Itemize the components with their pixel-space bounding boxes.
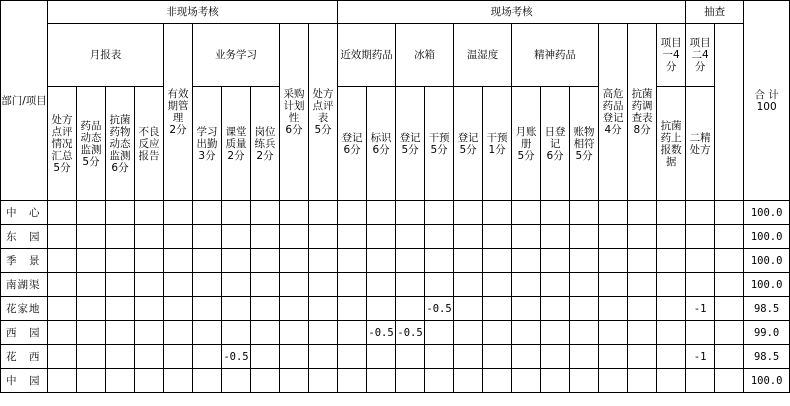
score-cell: [599, 321, 628, 345]
score-cell: [77, 369, 106, 393]
item1-header: 项目 一4 分: [657, 24, 686, 87]
score-cell: [425, 273, 454, 297]
score-cell: [135, 321, 164, 345]
score-cell: [280, 369, 309, 393]
score-cell: [367, 297, 396, 321]
score-cell: [106, 201, 135, 225]
score-cell: [367, 345, 396, 369]
valid-period-header: 有效 期管 理 2分: [164, 24, 193, 201]
fridge-header: 冰箱: [396, 24, 454, 87]
score-cell: [686, 321, 715, 345]
class-quality-col: 课堂 质量 2分: [222, 87, 251, 201]
score-cell: [454, 201, 483, 225]
score-cell: [657, 201, 686, 225]
score-cell: [541, 249, 570, 273]
score-cell: [570, 225, 599, 249]
score-cell: [715, 273, 744, 297]
score-cell: [135, 297, 164, 321]
score-cell: [193, 369, 222, 393]
score-cell: [425, 369, 454, 393]
score-cell: [483, 369, 512, 393]
score-cell: [541, 345, 570, 369]
score-cell: [251, 273, 280, 297]
score-cell: [628, 321, 657, 345]
score-cell: [425, 249, 454, 273]
score-cell: [715, 345, 744, 369]
table-row: [1, 225, 790, 249]
score-cell: [280, 345, 309, 369]
score-cell: [512, 249, 541, 273]
score-cell: [599, 201, 628, 225]
score-cell: [686, 201, 715, 225]
antibio-survey-header: 抗菌 药调 查表 8分: [628, 24, 657, 201]
score-cell: [686, 273, 715, 297]
score-cell: [164, 345, 193, 369]
total-cell: 100.0: [744, 273, 790, 297]
score-cell: [48, 225, 77, 249]
antibio-monitor-col: 抗菌 药物 动态 监测 6分: [106, 87, 135, 201]
score-cell: [48, 273, 77, 297]
score-cell: [77, 345, 106, 369]
score-cell: [48, 249, 77, 273]
score-cell: [628, 225, 657, 249]
score-cell: [164, 273, 193, 297]
dept-name-cell: 中 园: [1, 369, 48, 393]
score-cell: [541, 297, 570, 321]
second-psych-rx-col: 二精 处方: [686, 87, 715, 201]
score-cell: [251, 249, 280, 273]
score-cell: [425, 345, 454, 369]
score-cell: [657, 345, 686, 369]
total-cell: 98.5: [744, 345, 790, 369]
score-cell: [657, 225, 686, 249]
table-row: [1, 321, 790, 345]
score-cell: [338, 249, 367, 273]
score-cell: [135, 273, 164, 297]
score-cell: [106, 369, 135, 393]
score-cell: [483, 321, 512, 345]
score-cell: [454, 249, 483, 273]
score-cell: [396, 273, 425, 297]
score-cell: [222, 249, 251, 273]
table-row: [1, 297, 790, 321]
near-expiry-reg-col: 登记 6分: [338, 87, 367, 201]
score-cell: [338, 225, 367, 249]
study-header: 业务学习: [193, 24, 280, 87]
score-cell: [280, 273, 309, 297]
score-cell: [106, 321, 135, 345]
score-cell: [715, 249, 744, 273]
score-cell: [338, 273, 367, 297]
table-row: [1, 249, 790, 273]
score-cell: [541, 201, 570, 225]
score-cell: [164, 297, 193, 321]
table-body: [1, 201, 790, 393]
score-cell: [309, 249, 338, 273]
score-cell: [570, 249, 599, 273]
total-cell: 98.5: [744, 297, 790, 321]
temp-humidity-header: 温湿度: [454, 24, 512, 87]
score-cell: [222, 225, 251, 249]
score-cell: [280, 225, 309, 249]
score-cell: [628, 297, 657, 321]
score-cell: [628, 345, 657, 369]
drill-col: 岗位 练兵 2分: [251, 87, 280, 201]
fridge-intervene-col: 干预 5分: [425, 87, 454, 201]
score-cell: [454, 345, 483, 369]
score-cell: [338, 297, 367, 321]
score-cell: [48, 201, 77, 225]
score-cell: -1: [686, 297, 715, 321]
dept-item-header: 部门/项目: [1, 1, 48, 201]
score-cell: [454, 225, 483, 249]
score-cell: [309, 273, 338, 297]
score-cell: [599, 345, 628, 369]
score-cell: [251, 369, 280, 393]
score-cell: [657, 273, 686, 297]
rx-summary-col: 处方 点评 情况 汇总 5分: [48, 87, 77, 201]
near-expiry-header: 近效期药品: [338, 24, 396, 87]
score-cell: [251, 225, 280, 249]
score-cell: [396, 201, 425, 225]
score-cell: [483, 273, 512, 297]
near-expiry-label-col: 标识 6分: [367, 87, 396, 201]
score-cell: [570, 273, 599, 297]
table-row: [1, 273, 790, 297]
score-cell: [309, 225, 338, 249]
score-cell: [222, 321, 251, 345]
score-cell: [454, 321, 483, 345]
score-cell: [48, 321, 77, 345]
score-cell: [599, 297, 628, 321]
score-cell: [48, 345, 77, 369]
score-cell: [164, 225, 193, 249]
table-row: [1, 201, 790, 225]
score-cell: [512, 273, 541, 297]
score-cell: [454, 297, 483, 321]
score-cell: [541, 273, 570, 297]
score-cell: [396, 249, 425, 273]
score-cell: [512, 321, 541, 345]
score-cell: -0.5: [222, 345, 251, 369]
score-cell: [512, 201, 541, 225]
score-cell: [628, 249, 657, 273]
score-cell: [628, 369, 657, 393]
score-cell: [396, 369, 425, 393]
score-cell: [483, 225, 512, 249]
score-cell: [715, 369, 744, 393]
dept-name-cell: 季 景: [1, 249, 48, 273]
score-cell: [222, 273, 251, 297]
score-cell: [715, 201, 744, 225]
score-cell: [599, 273, 628, 297]
total-cell: 99.0: [744, 321, 790, 345]
score-cell: [77, 297, 106, 321]
temp-reg-col: 登记 5分: [454, 87, 483, 201]
score-cell: [367, 369, 396, 393]
score-cell: [193, 249, 222, 273]
score-cell: [483, 297, 512, 321]
score-cell: [628, 273, 657, 297]
score-cell: [425, 225, 454, 249]
score-cell: [193, 201, 222, 225]
score-cell: [599, 369, 628, 393]
score-cell: [164, 249, 193, 273]
dept-name-cell: 南湖渠: [1, 273, 48, 297]
score-cell: [657, 369, 686, 393]
score-cell: [193, 273, 222, 297]
score-cell: [570, 201, 599, 225]
score-cell: [48, 297, 77, 321]
score-cell: [309, 297, 338, 321]
score-cell: [483, 249, 512, 273]
score-cell: [106, 249, 135, 273]
dept-name-cell: 中 心: [1, 201, 48, 225]
spot-check-header: 抽查: [686, 1, 744, 24]
score-cell: [367, 225, 396, 249]
table-row: [1, 345, 790, 369]
score-cell: [48, 369, 77, 393]
rx-review-form-header: 处方 点评 表 5分: [309, 24, 338, 201]
table-row: [1, 369, 790, 393]
score-cell: [686, 369, 715, 393]
high-risk-header: 高危 药品 登记 4分: [599, 24, 628, 201]
psych-drug-header: 精神药品: [512, 24, 599, 87]
purchase-plan-header: 采购 计划 性 6分: [280, 24, 309, 201]
score-cell: [251, 297, 280, 321]
score-cell: [164, 201, 193, 225]
score-cell: [106, 345, 135, 369]
attendance-col: 学习 出勤 3分: [193, 87, 222, 201]
dept-name-cell: 花 西: [1, 345, 48, 369]
monthly-report-header: 月报表: [48, 24, 164, 87]
score-cell: [454, 369, 483, 393]
score-cell: [338, 321, 367, 345]
score-cell: [193, 345, 222, 369]
score-cell: -1: [686, 345, 715, 369]
score-cell: [599, 225, 628, 249]
score-cell: [280, 297, 309, 321]
score-cell: [425, 201, 454, 225]
score-cell: [541, 369, 570, 393]
dept-name-cell: 西 园: [1, 321, 48, 345]
score-cell: [686, 249, 715, 273]
score-cell: [251, 321, 280, 345]
score-cell: [193, 321, 222, 345]
table-header: [1, 1, 790, 201]
total-cell: 100.0: [744, 369, 790, 393]
score-cell: [483, 345, 512, 369]
score-cell: [193, 297, 222, 321]
score-cell: [135, 225, 164, 249]
score-cell: [425, 321, 454, 345]
psych-month-col: 月账 册 5分: [512, 87, 541, 201]
total-cell: 100.0: [744, 249, 790, 273]
score-cell: [512, 345, 541, 369]
score-cell: -0.5: [425, 297, 454, 321]
score-cell: [164, 321, 193, 345]
score-cell: [715, 321, 744, 345]
score-cell: [657, 297, 686, 321]
score-cell: [715, 297, 744, 321]
score-cell: [396, 225, 425, 249]
score-cell: [106, 297, 135, 321]
score-cell: [512, 225, 541, 249]
score-cell: [367, 273, 396, 297]
score-cell: -0.5: [396, 321, 425, 345]
score-cell: [135, 369, 164, 393]
score-cell: [77, 273, 106, 297]
score-cell: [483, 201, 512, 225]
score-cell: [193, 225, 222, 249]
score-cell: [599, 249, 628, 273]
psych-match-col: 账物 相符 5分: [570, 87, 599, 201]
score-cell: [338, 345, 367, 369]
score-cell: [251, 345, 280, 369]
score-cell: [106, 273, 135, 297]
site-header: 现场考核: [338, 1, 686, 24]
score-cell: [396, 345, 425, 369]
score-cell: [512, 369, 541, 393]
antibio-report-col: 抗菌 药上 报数 据: [657, 87, 686, 201]
score-cell: [570, 297, 599, 321]
temp-intervene-col: 干预 1分: [483, 87, 512, 201]
score-cell: [309, 321, 338, 345]
score-cell: [309, 345, 338, 369]
score-cell: [628, 201, 657, 225]
dept-name-cell: 东 园: [1, 225, 48, 249]
drug-monitor-col: 药品 动态 监测 5分: [77, 87, 106, 201]
score-cell: [135, 249, 164, 273]
score-cell: [512, 297, 541, 321]
non-site-header: 非现场考核: [48, 1, 338, 24]
score-cell: [309, 369, 338, 393]
score-cell: [309, 201, 338, 225]
score-cell: [77, 321, 106, 345]
score-cell: [570, 369, 599, 393]
score-cell: [222, 297, 251, 321]
score-cell: [135, 345, 164, 369]
score-cell: [570, 345, 599, 369]
psych-day-col: 日登 记 6分: [541, 87, 570, 201]
adverse-report-col: 不良 反应 报告: [135, 87, 164, 201]
score-cell: [541, 321, 570, 345]
score-cell: [657, 321, 686, 345]
score-cell: [222, 201, 251, 225]
score-cell: [280, 321, 309, 345]
score-cell: [396, 297, 425, 321]
total-cell: 100.0: [744, 225, 790, 249]
item2-header: 项目 二4 分: [686, 24, 715, 87]
score-cell: [367, 201, 396, 225]
score-cell: [657, 249, 686, 273]
score-cell: [77, 201, 106, 225]
dept-name-cell: 花家地: [1, 297, 48, 321]
score-cell: [106, 225, 135, 249]
score-cell: [77, 225, 106, 249]
score-cell: [541, 225, 570, 249]
score-cell: -0.5: [367, 321, 396, 345]
score-cell: [454, 273, 483, 297]
score-cell: [135, 201, 164, 225]
score-cell: [367, 249, 396, 273]
score-cell: [570, 321, 599, 345]
score-cell: [338, 369, 367, 393]
score-cell: [686, 225, 715, 249]
score-cell: [222, 369, 251, 393]
score-cell: [715, 225, 744, 249]
score-cell: [338, 201, 367, 225]
score-cell: [280, 201, 309, 225]
total-cell: 100.0: [744, 201, 790, 225]
score-cell: [164, 369, 193, 393]
total-header: 合 计 100: [744, 1, 790, 201]
score-cell: [280, 249, 309, 273]
fridge-reg-col: 登记 5分: [396, 87, 425, 201]
score-cell: [251, 201, 280, 225]
score-cell: [77, 249, 106, 273]
